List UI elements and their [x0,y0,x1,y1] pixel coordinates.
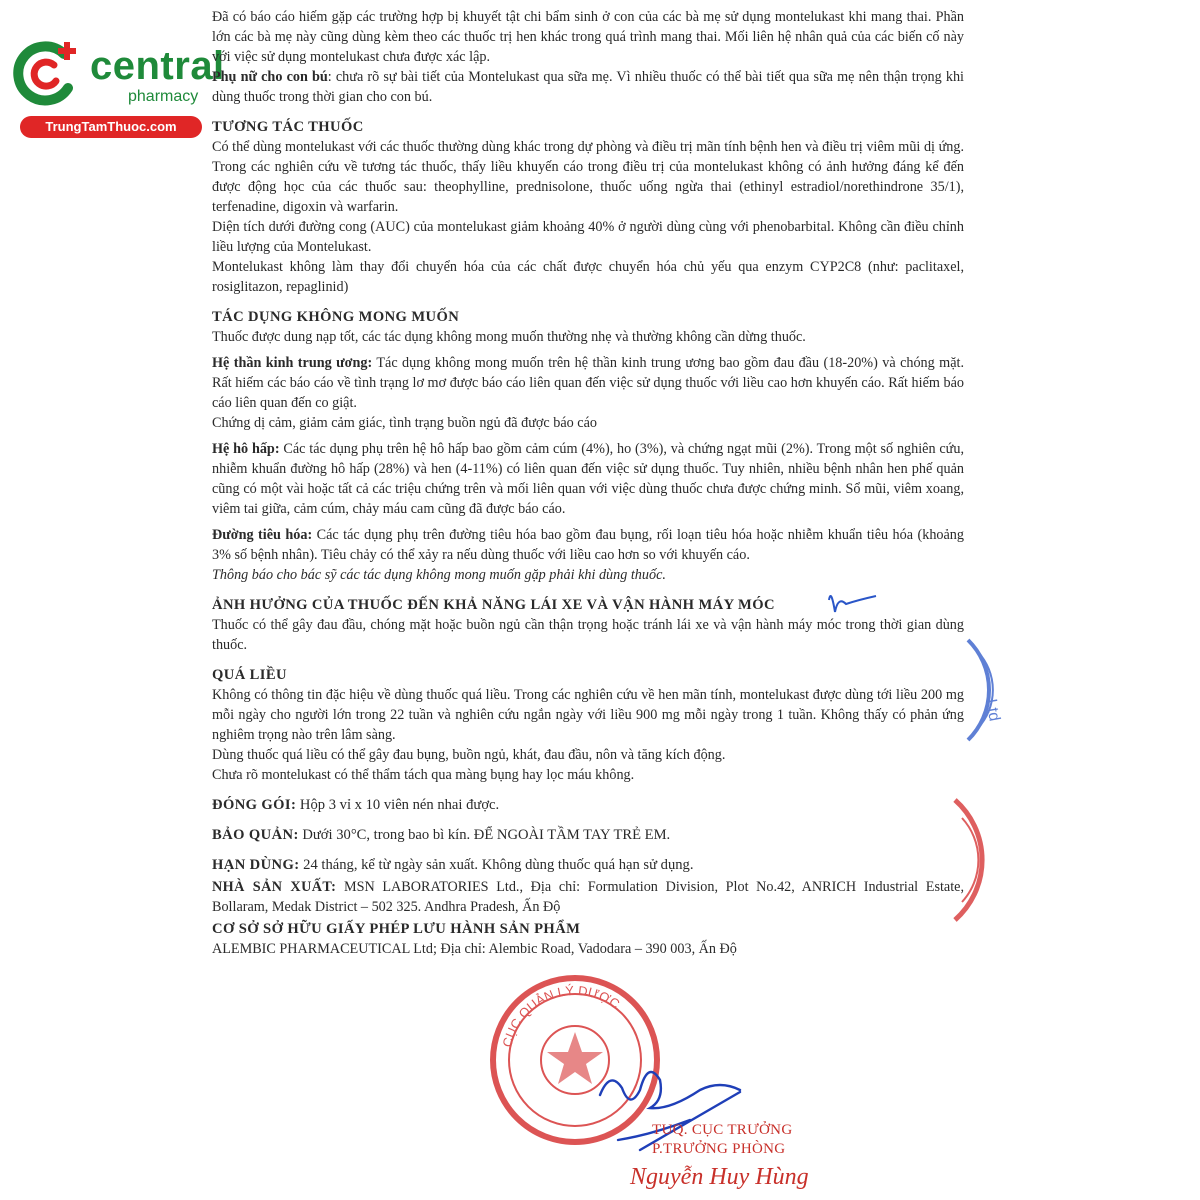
brand-site-url[interactable]: TrungTamThuoc.com [20,116,202,138]
breastfeeding-paragraph [212,67,964,107]
respiratory-paragraph [212,439,964,519]
manufacturer-text: MSN LABORATORIES Ltd., Địa chỉ: Formulation Division, Plot No.42, ANRICH Industrial Estate, Bollaram, Medak District – 502 325. Andhra Pradesh, Ấn Độ [212,879,964,915]
packing-line [212,795,964,815]
license-holder-text: ALEMBIC PHARMACEUTICAL Ltd; Địa chỉ: Alembic Road, Vadodara – 390 003, Ấn Độ [212,941,737,957]
interactions-paragraph: Có thể dùng montelukast với các thuốc thường dùng khác trong dự phòng và điều trị mãn tính bệnh hen và điều trị viêm mũi dị ứng. Trong các nghiên cứu về tương tác thuốc, thấy liều khuyến cáo trong điều trị của montelukast không có ảnh hưởng đáng kể đến được động học của các thuốc sau: theophylline, prednisolone, thuốc uống ngừa thai (ethinyl estradiol/norethindrone 35/1), terfenadine, digoxin và warfarin. [212,139,964,215]
respiratory-label: Hệ hô hấp: [212,441,280,457]
pregnancy-paragraph: Đã có báo cáo hiếm gặp các trường hợp bị khuyết tật chi bẩm sinh ở con của các bà mẹ sử dụng montelukast khi mang thai. Phần lớn các bà mẹ này cũng dùng kèm theo các thuốc trị hen khác trong quá trình mang thai. Mối liên hệ nhân quả của các biến cố này với việc sử dụng montelukast chưa được xác lập. [212,9,964,65]
license-holder-heading: CƠ SỞ SỞ HỮU GIẤY PHÉP LƯU HÀNH SẢN PHẨM [212,921,581,937]
storage-line [212,825,964,845]
expiry-line [212,855,964,875]
brand-sub: pharmacy [128,88,199,105]
manufacturer-line [212,877,964,917]
overdose-paragraph: Chưa rõ montelukast có thể thẩm tách qua màng bụng hay lọc máu không. [212,767,635,783]
red-official-seal [493,978,657,1142]
respiratory-text: Các tác dụng phụ trên hệ hô hấp bao gồm cảm cúm (4%), ho (3%), và chứng ngạt mũi (2%). Trong một số nghiên cứu, nhiễm khuẩn đường hô hấp (28%) và hen (4-11%) có liên quan đến việc sử dụng thuốc. Tuy nhiên, nhiều bệnh nhân hen phế quản cũng có một vài hoặc tất cả các triệu chứng trên và mối liên quan với việc dùng thuốc chưa được chứng minh. Sổ mũi, viêm xoang, viêm tai giữa, cảm cúm, chảy máu cam cũng đã được báo cáo. [212,441,965,517]
cns-text: Tác dụng không mong muốn trên hệ thần kinh trung ương bao gồm đau đầu (18-20%) và chóng mặt. Rất hiếm các báo cáo về tình trạng lơ mơ được báo cáo liên quan đến việc sử dụng thuốc với liều cao hơn khuyến cáo. Rất hiếm báo cáo liên quan đến co giật. [212,355,964,411]
packing-text: Hộp 3 vỉ x 10 viên nén nhai được. [296,797,500,813]
red-seal-text: CỤC QUẢN LÝ DƯỢC [499,982,623,1049]
signature-title-2: P.TRƯỞNG PHÒNG [652,1141,786,1157]
overdose-paragraph: Dùng thuốc quá liều có thể gây đau bụng, buồn ngủ, khát, đau đầu, nôn và tăng kích động. [212,747,726,763]
storage-label: BẢO QUẢN: [212,827,299,843]
central-pharmacy-logo [10,36,225,136]
blue-seal-text: Ltd [982,697,1003,723]
side-effects-heading: TÁC DỤNG KHÔNG MONG MUỐN [212,309,460,325]
manufacturer-label: NHÀ SẢN XUẤT: [212,879,337,895]
expiry-text: 24 tháng, kể từ ngày sản xuất. Không dùng thuốc quá hạn sử dụng. [299,857,694,873]
cns-label: Hệ thần kinh trung ương: [212,355,373,371]
interactions-paragraph: Montelukast không làm thay đổi chuyển hóa của các chất được chuyển hóa chủ yếu qua enzym CYP2C8 (như: paclitaxel, rosiglitazon, repaglinid) [212,259,964,295]
packing-label: ĐÓNG GÓI: [212,797,297,813]
brand-name: central [90,44,225,88]
digestive-text: Các tác dụng phụ trên đường tiêu hóa bao gồm đau bụng, rối loạn tiêu hóa hoặc nhiễm khuẩn tiêu hóa (khoảng 3% số bệnh nhân). Tiêu chảy có thể xảy ra nếu dùng thuốc với liều cao hơn so với khuyến cáo. [212,527,964,563]
cns-paragraph [212,353,964,413]
digestive-label: Đường tiêu hóa: [212,527,313,543]
overdose-heading: QUÁ LIỀU [212,667,287,683]
signature-title-1: TUQ. CỤC TRƯỞNG [652,1122,793,1138]
blue-partial-seal [968,640,1003,740]
storage-text: Dưới 30°C, trong bao bì kín. ĐỂ NGOÀI TẦM TAY TRẺ EM. [298,827,671,843]
breastfeeding-text: : chưa rõ sự bài tiết của Montelukast qua sữa mẹ. Vì nhiều thuốc có thể bài tiết qua sữa mẹ nên thận trọng khi dùng thuốc trong thời gian cho con bú. [212,69,964,105]
interactions-heading: TƯƠNG TÁC THUỐC [212,119,364,135]
package-insert [212,7,964,959]
expiry-label: HẠN DÙNG: [212,857,300,873]
driving-text: Thuốc có thể gây đau đầu, chóng mặt hoặc buồn ngủ cần thận trọng hoặc tránh lái xe và vận hành máy móc trong thời gian dùng thuốc. [212,617,964,653]
signatory-name: Nguyễn Huy Hùng [630,1164,809,1190]
breastfeeding-label: Phụ nữ cho con bú [212,69,328,85]
interactions-paragraph: Diện tích dưới đường cong (AUC) của montelukast giảm khoảng 40% ở người dùng cùng với phenobarbital. Không cần điều chỉnh liều lượng của Montelukast. [212,219,964,255]
central-logo-icon [12,38,82,108]
overdose-paragraph: Không có thông tin đặc hiệu về dùng thuốc quá liều. Trong các nghiên cứu về hen mãn tính, montelukast được dùng tới liều 200 mg mỗi ngày cho người lớn trong 22 tuần và nghiên cứu ngắn ngày với liều 900 mg mỗi ngày trong 1 tuần. Không thấy có phản ứng nghiêm trọng nào trên lâm sàng. [212,687,964,743]
side-effects-intro: Thuốc được dung nạp tốt, các tác dụng không mong muốn thường nhẹ và thường không cần dừng thuốc. [212,329,806,345]
side-effects-notice: Thông báo cho bác sỹ các tác dụng không mong muốn gặp phải khi dùng thuốc. [212,567,666,583]
driving-heading: ẢNH HƯỞNG CỦA THUỐC ĐẾN KHẢ NĂNG LÁI XE VÀ VẬN HÀNH MÁY MÓC [212,597,775,613]
cns-extra: Chứng dị cảm, giảm cảm giác, tình trạng buồn ngủ đã được báo cáo [212,415,597,431]
digestive-paragraph [212,525,964,565]
signature-block [630,1121,902,1193]
